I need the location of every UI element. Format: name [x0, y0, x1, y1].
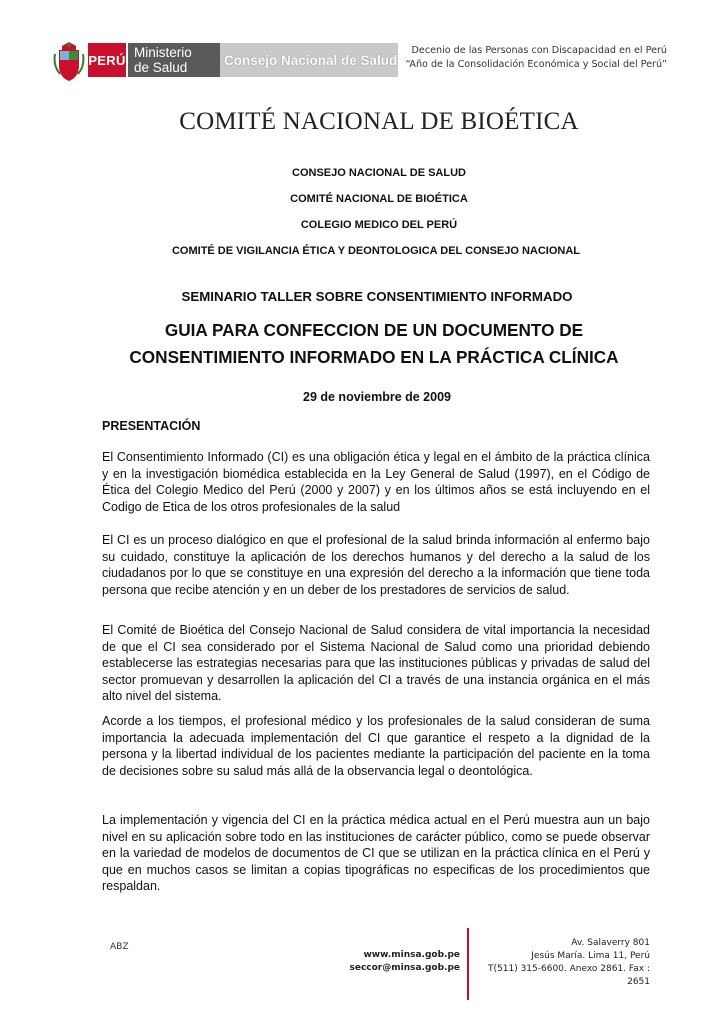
- decree-line-1: Decenio de las Personas con Discapacidad en el Perú: [411, 45, 667, 56]
- guide-title-line-2: CONSENTIMIENTO INFORMADO EN LA PRÁCTICA CLÍNICA: [129, 347, 619, 367]
- organization-4: COMITÉ DE VIGILANCIA ÉTICA Y DEONTOLOGICA DEL CONSEJO NACIONAL: [171, 245, 581, 257]
- paragraph-1: El Consentimiento Informado (CI) es una obligación ética y legal en el ámbito de la práctica clínica y en la investigación biomédica establecida en la Ley General de Salud (1997), en el Código de Ética del Colegio Medico del Perú (2000 y 2007) y en los últimos años se está incluyendo en el Codigo de Etica de los otros profesionales de la salud: [102, 450, 650, 514]
- peru-label: PERÚ: [88, 43, 126, 77]
- council-label: Consejo Nacional de Salud: [220, 43, 398, 77]
- section-heading: PRESENTACIÓN: [102, 419, 201, 433]
- footer-contact-web: [340, 949, 460, 975]
- seminar-title: SEMINARIO TALLER SOBRE CONSENTIMIENTO INFORMADO: [181, 289, 573, 304]
- footer-address-line-1: Av. Salaverry 801: [571, 938, 650, 948]
- document-header: [0, 0, 728, 100]
- ministry-line-2: de Salud: [134, 60, 188, 75]
- decree-text: [405, 44, 667, 72]
- footer-initials: ABZ: [110, 942, 129, 952]
- paragraph-2: El CI es un proceso dialógico en que el profesional de la salud brinda información al enfermo bajo su cuidado, constituye la aplicación de los derechos humanos y del derecho a la salud de los ciudadanos por lo que se constituye en una expresión del derecho a la información que tiene toda persona que recibe atención y en un deber de los prestadores de servicios de salud.: [102, 533, 650, 597]
- footer-website: www.minsa.gob.pe: [363, 950, 460, 960]
- document-date: 29 de noviembre de 2009: [303, 390, 451, 404]
- coat-of-arms-icon: [52, 40, 86, 82]
- guide-title: [0, 317, 728, 371]
- paragraph-3: El Comité de Bioética del Consejo Nacional de Salud considera de vital importancia la necesidad de que el CI sea considerado por el Sistema Nacional de Salud como una prioridad debiendo establecerse las estrategias necesarias para que las instituciones públicas y privadas de salud del sector promuevan y desarrollen la aplicación del CI a través de una instancia orgánica en el más alto nivel del sistema.: [102, 623, 650, 704]
- organization-2: COMITÉ NACIONAL DE BIOÉTICA: [290, 193, 468, 205]
- ministry-label: [128, 43, 220, 77]
- footer-divider: [467, 928, 469, 1000]
- organization-1: CONSEJO NACIONAL DE SALUD: [292, 167, 466, 179]
- ministry-line-1: Ministerio: [134, 45, 192, 60]
- paragraph-5: La implementación y vigencia del CI en la práctica médica actual en el Perú muestra aun un bajo nivel en su aplicación sobre todo en las instituciones de carácter público, como se puede observar en la variedad de modelos de documentos de CI que se utilizan en la práctica clínica en el Perú y que en muchos casos se limitan a copias tipográficas no especificas de los procedimientos que respaldan.: [102, 813, 650, 894]
- document-title: COMITÉ NACIONAL DE BIOÉTICA: [179, 108, 579, 135]
- guide-title-line-1: GUIA PARA CONFECCION DE UN DOCUMENTO DE: [164, 320, 584, 340]
- organization-3: COLEGIO MEDICO DEL PERÚ: [300, 219, 458, 231]
- footer-address-line-2: Jesús María. Lima 11, Perú: [531, 951, 650, 961]
- paragraph-4: Acorde a los tiempos, el profesional médico y los profesionales de la salud consideran de suma importancia la adecuada implementación del CI que garantice el respeto a la dignidad de la persona y la libertad individual de los pacientes mediante la participación del paciente en la toma de decisiones sobre su salud más allá de la observancia legal o deontológica.: [102, 714, 650, 778]
- footer-phone: T(511) 315-6600. Anexo 2861. Fax : 2651: [488, 964, 650, 987]
- footer-address: [470, 937, 650, 989]
- footer-email: seccor@minsa.gob.pe: [349, 963, 460, 973]
- decree-line-2: “Año de la Consolidación Económica y Social del Perú”: [405, 59, 667, 70]
